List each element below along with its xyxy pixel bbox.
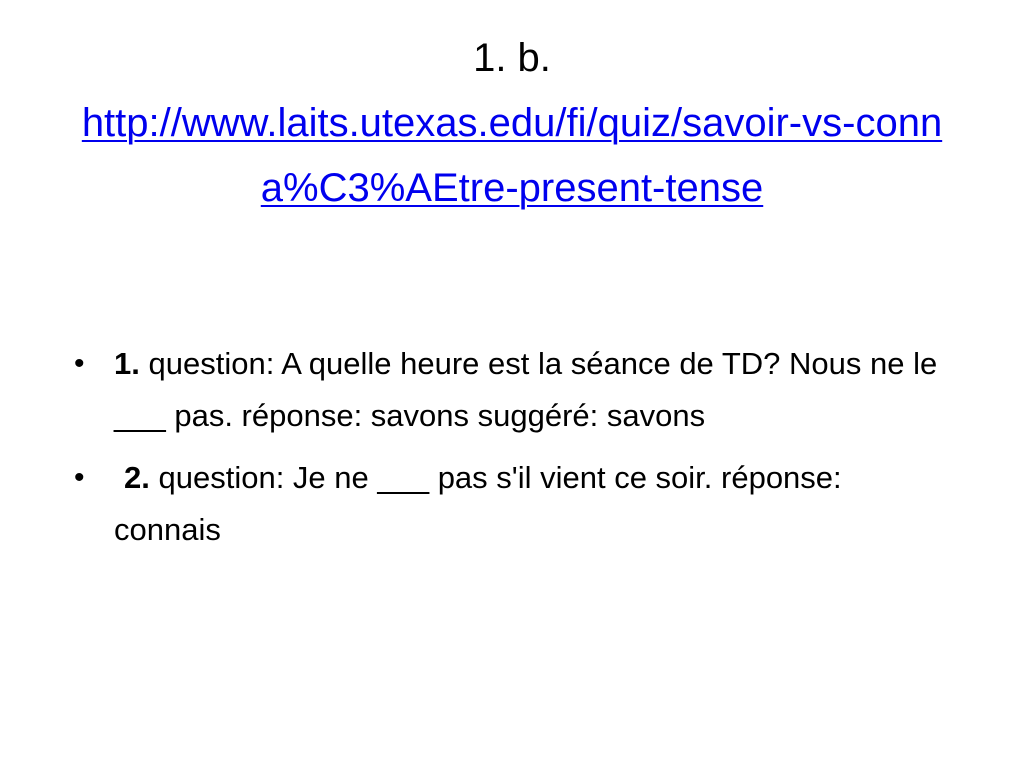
item-body: question: Je ne ___ pas s'il vient ce soir. réponse: connais: [114, 460, 842, 547]
title-heading: 1. b.: [473, 36, 551, 80]
list-item: [72, 338, 952, 442]
bullet-text: [114, 346, 937, 433]
bullet-icon: •: [74, 347, 85, 380]
item-number: 2.: [124, 460, 150, 495]
quiz-link[interactable]: http://www.laits.utexas.edu/fi/quiz/savoir-vs-conna%C3%AEtre-present-tense: [81, 101, 943, 210]
bullet-icon: •: [74, 461, 85, 494]
list-item: [72, 452, 952, 556]
item-body: question: A quelle heure est la séance de TD? Nous ne le ___ pas. réponse: savons suggéré: savons: [114, 346, 938, 433]
bullet-list: [72, 338, 952, 566]
item-number: 1.: [114, 346, 140, 381]
bullet-text: [114, 460, 842, 547]
slide-title: [52, 26, 972, 221]
